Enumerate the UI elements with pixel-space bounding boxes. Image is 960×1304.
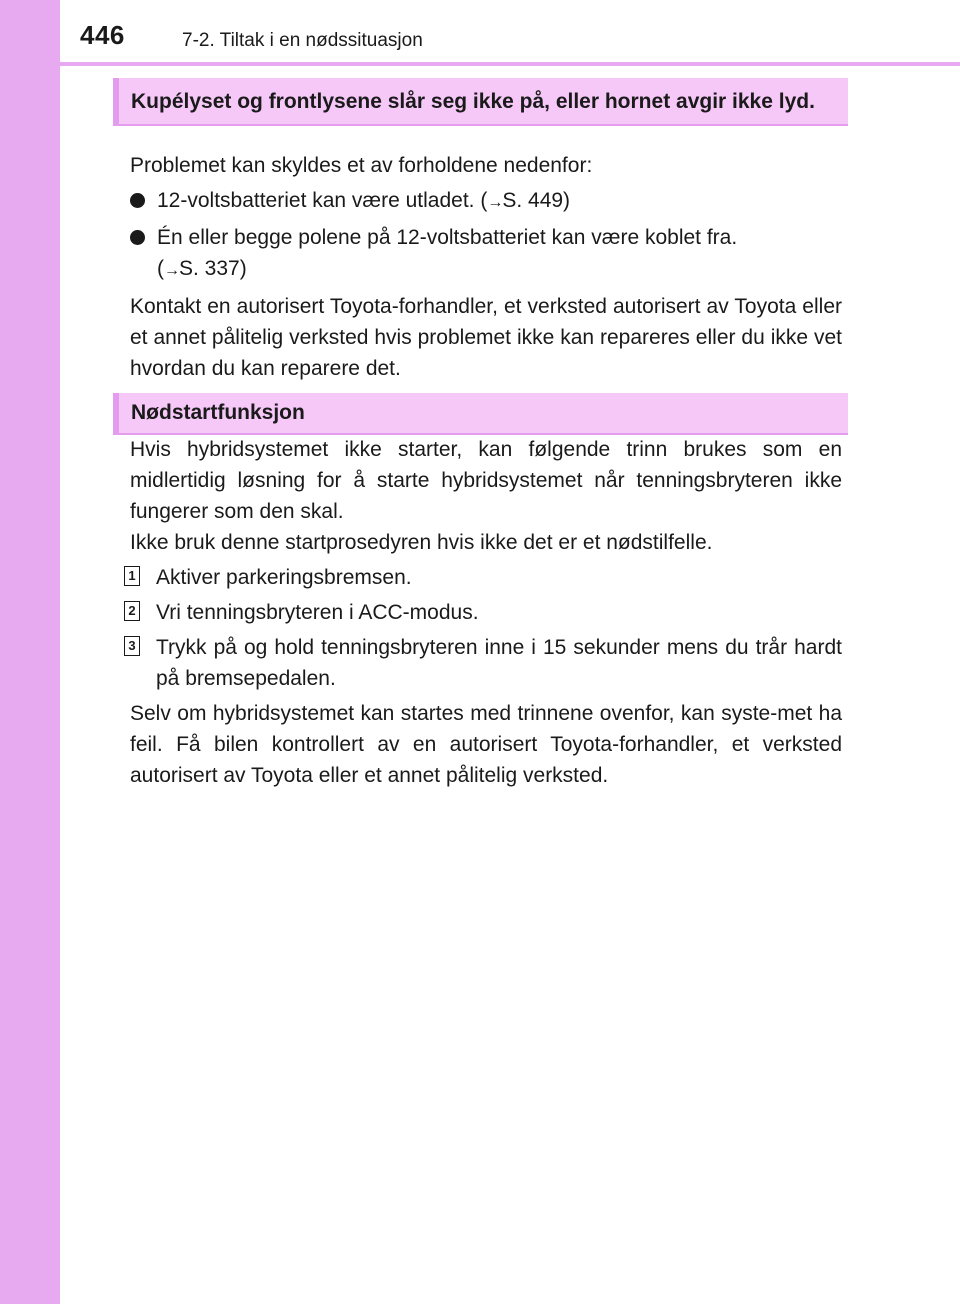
step-item: 3 Trykk på og hold tenningsbryteren inne i 15 sekunder mens du trår hardt på bremsepedalen. [130, 632, 842, 694]
section2-outro: Selv om hybridsystemet kan startes med trinnene ovenfor, kan syste-met ha feil. Få bilen kontrollert av en autorisert Toyota-forhandler, et verksted autorisert av Toyota eller et annet pålitelig verksted. [130, 702, 842, 787]
list-item: 12-voltsbatteriet kan være utladet. (→S. 449) [130, 185, 842, 218]
page-number: 446 [80, 20, 125, 50]
arrow-icon: → [164, 262, 179, 279]
step-number: 3 [124, 636, 140, 656]
heading-emergency-start: Nødstartfunksjon [113, 393, 848, 435]
header-divider [60, 62, 960, 66]
section1-contact: Kontakt en autorisert Toyota-forhandler, et verksted autorisert av Toyota eller et annet pålitelig verksted hvis problemet ikke kan repareres eller du ikke vet hvordan du kan reparere det. [130, 295, 842, 380]
step-number: 2 [124, 601, 140, 621]
step-list [130, 562, 842, 694]
step-item: 1 Aktiver parkeringsbremsen. [130, 562, 842, 593]
side-color-band [0, 0, 60, 1304]
step-number: 1 [124, 566, 140, 586]
page-header [60, 0, 960, 62]
section1-intro: Problemet kan skyldes et av forholdene nedenfor: [130, 154, 593, 177]
section2-intro: Hvis hybridsystemet ikke starter, kan følgende trinn brukes som en midlertidig løsning for å starte hybridsystemet når tenningsbryteren ikke fungerer som den skal. [130, 438, 842, 523]
bullet-icon [130, 230, 145, 245]
page-reference: S. 449) [502, 189, 571, 212]
page-reference: S. 337) [179, 257, 247, 280]
section2-body [130, 434, 842, 791]
section1-body [130, 150, 842, 384]
heading-interior-lights: Kupélyset og frontlysene slår seg ikke på, eller hornet avgir ikke lyd. [113, 78, 848, 126]
arrow-icon: → [487, 194, 503, 211]
section2-warning: Ikke bruk denne startprosedyren hvis ikke det er et nødstilfelle. [130, 531, 713, 554]
step-item: 2 Vri tenningsbryteren i ACC-modus. [130, 597, 842, 628]
list-item: Én eller begge polene på 12-voltsbatteriet kan være koblet fra. (→S. 337) [130, 222, 842, 286]
bullet-icon [130, 193, 145, 208]
section-title: 7-2. Tiltak i en nødssituasjon [182, 30, 423, 51]
